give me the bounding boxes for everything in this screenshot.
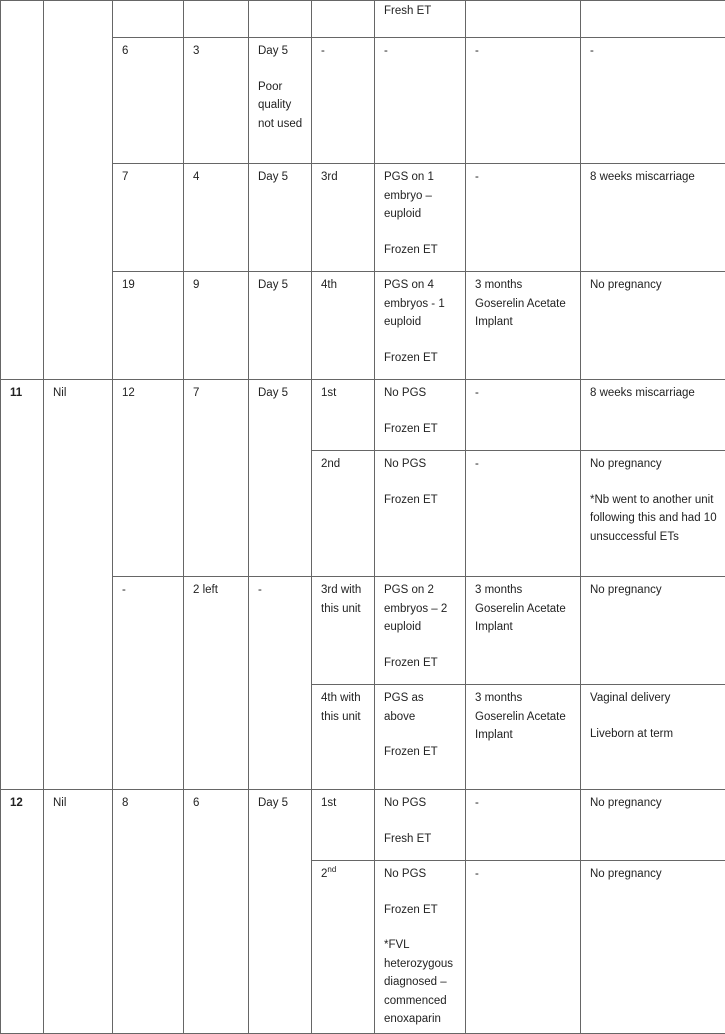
cell (466, 1, 581, 38)
transfer-number: 4th (312, 272, 375, 380)
pgs-info: PGS on 4 embryos - 1 euploid (384, 276, 457, 332)
transfer-number: 1st (312, 380, 375, 451)
embryo-day: Day 5 (249, 380, 312, 577)
outcome: No pregnancy (581, 861, 725, 1034)
transfer-number: 1st (312, 790, 375, 861)
clinical-note: *FVL heterozygous diagnosed – commenced enoxaparin (384, 936, 457, 1029)
pgs-info-cell (375, 577, 466, 685)
embryo-day: Day 5 (249, 790, 312, 1034)
pgs-info-cell (375, 861, 466, 1034)
embryo-note: Poor quality not used (258, 78, 303, 134)
outcome: Vaginal delivery (590, 689, 717, 708)
pgs-info: PGS on 2 embryos – 2 euploid (384, 581, 457, 637)
treatment: - (466, 164, 581, 272)
outcome: - (581, 38, 725, 164)
pgs-info-cell (375, 790, 466, 861)
treatment: - (466, 380, 581, 451)
pgs-info: PGS on 1 embryo – euploid (384, 168, 457, 224)
pgs-info: PGS as above (384, 689, 457, 726)
eggs-collected: 7 (113, 164, 184, 272)
cell (312, 1, 375, 38)
outcome-cell (581, 685, 725, 790)
outcome: No pregnancy (590, 455, 717, 474)
pgs-info: No PGS (384, 794, 457, 813)
pgs-info: No PGS (384, 455, 457, 474)
embryo-day: - (249, 577, 312, 790)
transfer-number: 2 (321, 868, 327, 880)
treatment: 3 months Goserelin Acetate Implant (466, 577, 581, 685)
embryos: 9 (184, 272, 249, 380)
pgs-info-cell (375, 685, 466, 790)
cell (581, 1, 725, 38)
outcome: No pregnancy (581, 272, 725, 380)
cell (184, 1, 249, 38)
previous-history-cell-continued (44, 1, 113, 380)
ordinal-suffix: nd (327, 865, 336, 874)
outcome-note: *Nb went to another unit following this and had 10 unsuccessful ETs (590, 491, 717, 547)
transfer-number: 4th with this unit (312, 685, 375, 790)
table-row (1, 790, 725, 861)
pgs-info-cell (375, 164, 466, 272)
cell (249, 1, 312, 38)
treatment: - (466, 790, 581, 861)
treatment: - (466, 38, 581, 164)
pgs-info-cell (375, 272, 466, 380)
eggs-collected: 8 (113, 790, 184, 1034)
table-row (1, 1, 725, 38)
table-row (1, 380, 725, 451)
embryo-day: Day 5 (249, 164, 312, 272)
eggs-collected: 6 (113, 38, 184, 164)
embryo-day: Day 5 (249, 272, 312, 380)
treatment: 3 months Goserelin Acetate Implant (466, 272, 581, 380)
previous-history: Nil (44, 380, 113, 790)
transfer-number: - (312, 38, 375, 164)
transfer-type: Frozen ET (384, 241, 457, 260)
outcome-note: Liveborn at term (590, 725, 717, 744)
eggs-collected: - (113, 577, 184, 790)
pgs-info: No PGS (384, 865, 457, 884)
outcome: 8 weeks miscarriage (581, 380, 725, 451)
transfer-number: 2nd (312, 451, 375, 577)
pgs-info: - (375, 38, 466, 164)
pgs-info-cell (375, 380, 466, 451)
transfer-number: 3rd (312, 164, 375, 272)
pgs-info: No PGS (384, 384, 457, 403)
patient-cell-continued (1, 1, 44, 380)
eggs-collected: 12 (113, 380, 184, 577)
cell (113, 1, 184, 38)
transfer-type: Frozen ET (384, 743, 457, 762)
transfer-type: Fresh ET (384, 830, 457, 849)
outcome-cell (581, 451, 725, 577)
embryo-day-cell (249, 38, 312, 164)
cell (375, 1, 466, 38)
transfer-type: Frozen ET (384, 349, 457, 368)
embryos: 4 (184, 164, 249, 272)
eggs-collected: 19 (113, 272, 184, 380)
transfer-type: Frozen ET (384, 420, 457, 439)
patient-number: 12 (1, 790, 44, 1034)
embryo-day: Day 5 (258, 42, 303, 61)
outcome: No pregnancy (581, 577, 725, 685)
transfer-type: Fresh ET (384, 2, 457, 21)
outcome: 8 weeks miscarriage (581, 164, 725, 272)
embryos: 3 (184, 38, 249, 164)
embryos: 2 left (184, 577, 249, 790)
transfer-number-cell (312, 861, 375, 1034)
embryos: 7 (184, 380, 249, 577)
outcome: No pregnancy (581, 790, 725, 861)
transfer-type: Frozen ET (384, 654, 457, 673)
previous-history: Nil (44, 790, 113, 1034)
transfer-number: 3rd with this unit (312, 577, 375, 685)
pgs-info-cell (375, 451, 466, 577)
patient-number: 11 (1, 380, 44, 790)
treatment: - (466, 861, 581, 1034)
treatment: 3 months Goserelin Acetate Implant (466, 685, 581, 790)
transfer-type: Frozen ET (384, 901, 457, 920)
embryos: 6 (184, 790, 249, 1034)
treatment: - (466, 451, 581, 577)
transfer-type: Frozen ET (384, 491, 457, 510)
